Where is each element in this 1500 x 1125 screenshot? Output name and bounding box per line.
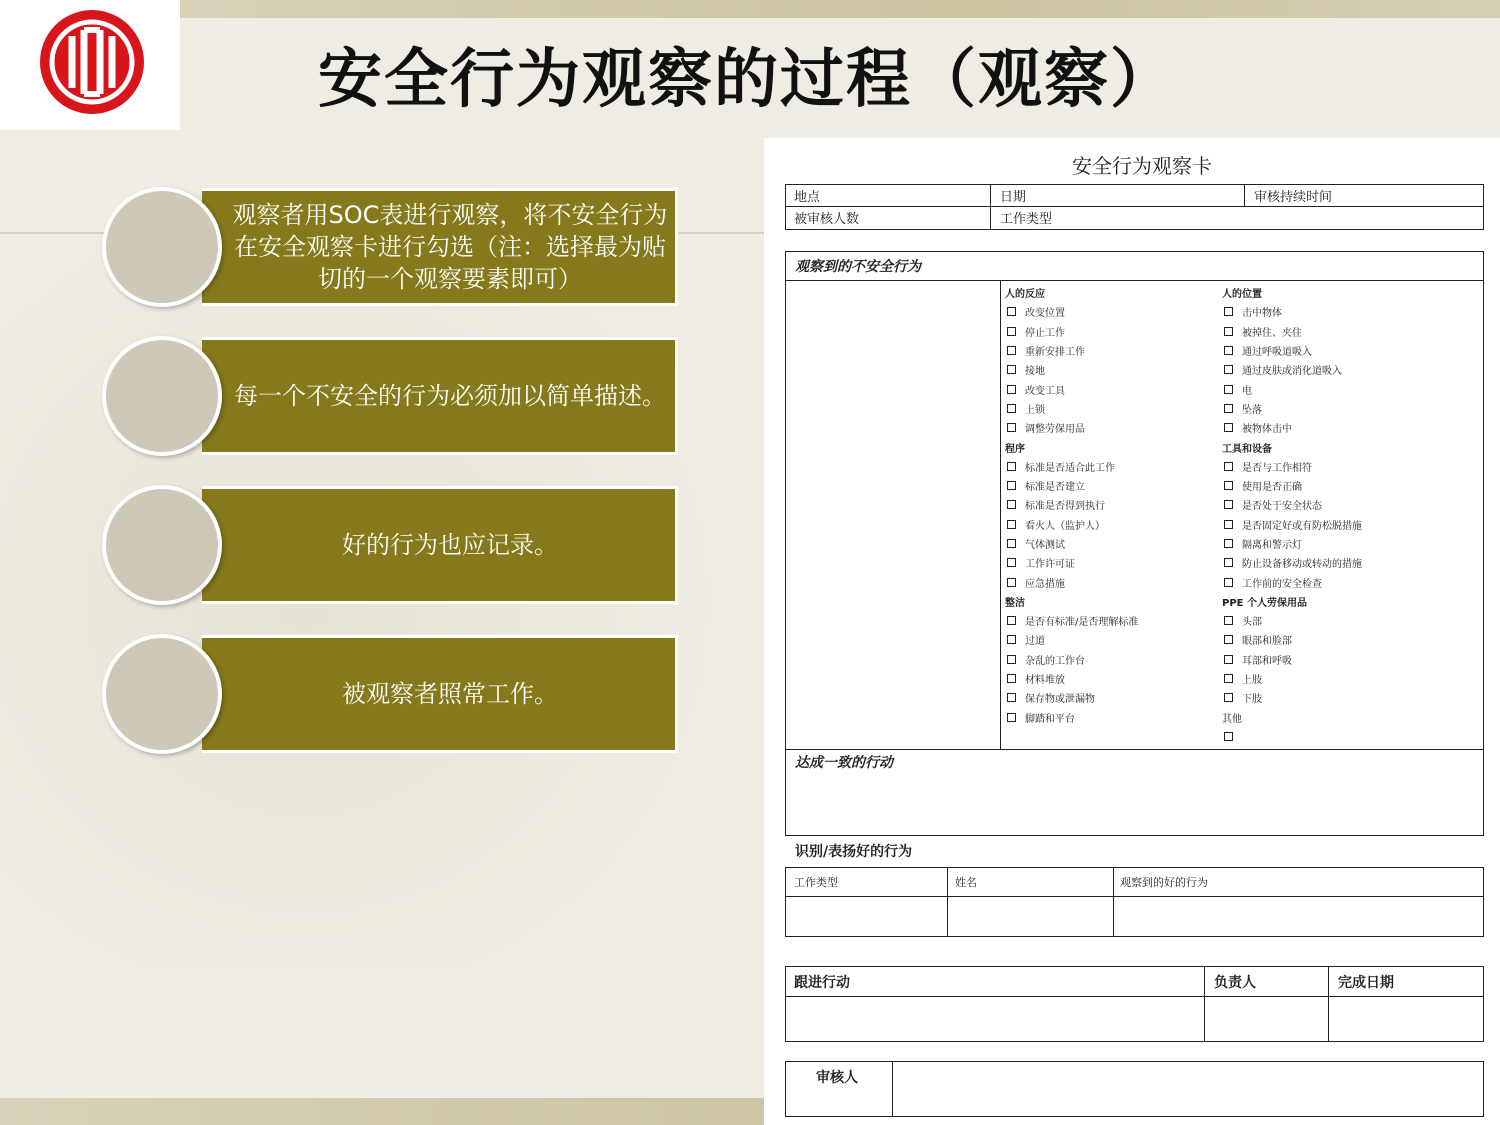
checklist-item[interactable]: 标准是否得到执行 bbox=[1005, 495, 1210, 514]
action-header: 跟进行动 bbox=[794, 975, 850, 991]
checkbox-icon bbox=[1224, 423, 1233, 432]
checklist-item[interactable]: 重新安排工作 bbox=[1005, 341, 1210, 360]
checkbox-icon bbox=[1007, 616, 1016, 625]
checkbox-icon bbox=[1007, 655, 1016, 664]
card-title: 安全行为观察卡 bbox=[1072, 154, 1212, 178]
checklist-item[interactable]: 脚踏和平台 bbox=[1005, 708, 1210, 727]
checklist-item[interactable]: 标准是否建立 bbox=[1005, 476, 1210, 495]
checklist-item[interactable]: 杂乱的工作台 bbox=[1005, 650, 1210, 669]
audited-count-label: 被审核人数 bbox=[794, 212, 860, 227]
step-text: 好的行为也应记录。 bbox=[342, 531, 558, 559]
checklist-item: 人的位置 bbox=[1222, 289, 1262, 301]
top-band bbox=[180, 0, 1500, 18]
checkbox-icon bbox=[1007, 500, 1016, 509]
checkbox-icon bbox=[1007, 481, 1016, 490]
checkbox-icon bbox=[1224, 520, 1233, 529]
step-text: 被观察者照常工作。 bbox=[342, 680, 558, 708]
checklist-item[interactable]: 下肢 bbox=[1222, 688, 1472, 707]
checklist-item[interactable]: 上肢 bbox=[1222, 669, 1472, 688]
checklist-item[interactable] bbox=[1222, 727, 1472, 746]
checklist-item[interactable]: 是否处于安全状态 bbox=[1222, 495, 1472, 514]
step-3 bbox=[102, 486, 678, 604]
checklist-item[interactable]: 头部 bbox=[1222, 611, 1472, 630]
unsafe-section-title: 观察到的不安全行为 bbox=[795, 259, 921, 275]
auditor-table bbox=[785, 1061, 1484, 1117]
date-label: 日期 bbox=[1000, 190, 1027, 205]
checkbox-icon bbox=[1224, 539, 1233, 548]
checkbox-icon bbox=[1224, 307, 1233, 316]
checkbox-icon bbox=[1224, 674, 1233, 683]
checklist-item: 整洁 bbox=[1005, 597, 1025, 609]
checkbox-icon bbox=[1224, 327, 1233, 336]
checklist-item[interactable]: 材料堆放 bbox=[1005, 669, 1210, 688]
owner-header: 负责人 bbox=[1214, 975, 1256, 991]
step-circle bbox=[102, 187, 222, 307]
checklist-item[interactable]: 是否与工作相符 bbox=[1222, 457, 1472, 476]
checklist-item: 人的反应 bbox=[1005, 289, 1045, 301]
checklist-item[interactable]: 改变工具 bbox=[1005, 379, 1210, 398]
citic-logo-icon bbox=[0, 0, 180, 130]
checkbox-icon bbox=[1224, 404, 1233, 413]
checklist-item[interactable]: 气体测试 bbox=[1005, 534, 1210, 553]
checkbox-icon bbox=[1007, 462, 1016, 471]
step-2 bbox=[102, 337, 678, 455]
checklist-item[interactable]: 击中物体 bbox=[1222, 302, 1472, 321]
checklist-item[interactable]: 通过皮肤或消化道吸入 bbox=[1222, 360, 1472, 379]
checkbox-icon bbox=[1224, 616, 1233, 625]
checklist-item[interactable]: 电 bbox=[1222, 379, 1472, 398]
checkbox-icon bbox=[1007, 693, 1016, 702]
checklist-item[interactable]: 被物体击中 bbox=[1222, 418, 1472, 437]
checklist-item[interactable]: 过道 bbox=[1005, 630, 1210, 649]
checkbox-icon bbox=[1007, 365, 1016, 374]
checklist-item[interactable]: 被掉住、夹住 bbox=[1222, 322, 1472, 341]
checklist-item[interactable]: 隔离和警示灯 bbox=[1222, 534, 1472, 553]
checklist-item[interactable]: 眼部和脸部 bbox=[1222, 630, 1472, 649]
checkbox-icon bbox=[1224, 655, 1233, 664]
checkbox-icon bbox=[1007, 674, 1016, 683]
step-1 bbox=[102, 188, 678, 306]
checklist-item[interactable]: 防止设备移动或转动的措施 bbox=[1222, 553, 1472, 572]
checklist-item[interactable]: 是否固定好或有防松脱措施 bbox=[1222, 515, 1472, 534]
checkbox-icon bbox=[1224, 693, 1233, 702]
checklist-item[interactable]: 使用是否正确 bbox=[1222, 476, 1472, 495]
step-text: 观察者用SOC表进行观察，将不安全行为在安全观察卡进行勾选（注：选择最为贴切的一个观察要素即可） bbox=[232, 201, 668, 293]
agreement-title: 达成一致的行动 bbox=[795, 755, 893, 771]
checklist-item[interactable]: 调整劳保用品 bbox=[1005, 418, 1210, 437]
checkbox-icon bbox=[1224, 500, 1233, 509]
checkbox-icon bbox=[1007, 327, 1016, 336]
checkbox-icon bbox=[1224, 558, 1233, 567]
checkbox-icon bbox=[1224, 365, 1233, 374]
checkbox-icon bbox=[1007, 558, 1016, 567]
checklist-right bbox=[1222, 283, 1472, 746]
checkbox-icon bbox=[1007, 539, 1016, 548]
checkbox-icon bbox=[1224, 635, 1233, 644]
checkbox-icon bbox=[1007, 578, 1016, 587]
audit-duration-label: 审核持续时间 bbox=[1254, 190, 1333, 205]
checklist-item: PPE 个人劳保用品 bbox=[1222, 597, 1307, 609]
checkbox-icon bbox=[1224, 346, 1233, 355]
checklist-item: 程序 bbox=[1005, 443, 1025, 455]
checkbox-icon bbox=[1224, 462, 1233, 471]
good-name-header: 姓名 bbox=[955, 876, 977, 889]
checkbox-icon bbox=[1007, 346, 1016, 355]
work-type-label: 工作类型 bbox=[1000, 212, 1053, 227]
checklist-item: 工具和设备 bbox=[1222, 443, 1272, 455]
checklist-item[interactable]: 工作许可证 bbox=[1005, 553, 1210, 572]
location-label: 地点 bbox=[794, 190, 821, 205]
checklist-item[interactable]: 坠落 bbox=[1222, 399, 1472, 418]
good-behavior-title: 识别/表扬好的行为 bbox=[795, 844, 913, 860]
checklist-item[interactable]: 上锁 bbox=[1005, 399, 1210, 418]
checklist-item[interactable]: 接地 bbox=[1005, 360, 1210, 379]
checkbox-icon bbox=[1224, 578, 1233, 587]
step-circle bbox=[102, 485, 222, 605]
checkbox-icon bbox=[1007, 423, 1016, 432]
checklist-item: 其他 bbox=[1222, 713, 1242, 725]
checklist-item[interactable]: 应急措施 bbox=[1005, 572, 1210, 591]
checklist-item[interactable]: 通过呼吸道吸入 bbox=[1222, 341, 1472, 360]
checklist-item[interactable]: 看火人（监护人） bbox=[1005, 515, 1210, 534]
step-circle bbox=[102, 634, 222, 754]
checklist-item[interactable]: 改变位置 bbox=[1005, 302, 1210, 321]
checklist-item[interactable]: 保存物或泄漏物 bbox=[1005, 688, 1210, 707]
checklist-item[interactable]: 标准是否适合此工作 bbox=[1005, 457, 1210, 476]
step-circle bbox=[102, 336, 222, 456]
checkbox-icon bbox=[1007, 635, 1016, 644]
observation-card bbox=[764, 138, 1500, 1125]
checkbox-icon bbox=[1007, 307, 1016, 316]
checklist-item[interactable]: 停止工作 bbox=[1005, 322, 1210, 341]
checklist-item[interactable]: 耳部和呼吸 bbox=[1222, 650, 1472, 669]
good-observed-header: 观察到的好的行为 bbox=[1120, 876, 1208, 889]
checkbox-icon bbox=[1224, 385, 1233, 394]
page-title: 安全行为观察的过程（观察） bbox=[318, 43, 1176, 117]
good-work-type-header: 工作类型 bbox=[794, 876, 838, 889]
checkbox-icon bbox=[1224, 481, 1233, 490]
logo bbox=[0, 0, 180, 130]
checklist-item[interactable]: 是否有标准/是否理解标准 bbox=[1005, 611, 1210, 630]
checkbox-icon bbox=[1224, 732, 1233, 741]
checklist-item[interactable]: 工作前的安全检查 bbox=[1222, 572, 1472, 591]
checkbox-icon bbox=[1007, 404, 1016, 413]
step-4 bbox=[102, 635, 678, 753]
step-text: 每一个不安全的行为必须加以简单描述。 bbox=[234, 382, 666, 410]
checklist-left bbox=[1005, 283, 1210, 727]
auditor-label: 审核人 bbox=[816, 1070, 858, 1086]
checkbox-icon bbox=[1007, 520, 1016, 529]
checkbox-icon bbox=[1007, 713, 1016, 722]
checkbox-icon bbox=[1007, 385, 1016, 394]
due-date-header: 完成日期 bbox=[1338, 975, 1394, 991]
header-table bbox=[785, 184, 1484, 230]
